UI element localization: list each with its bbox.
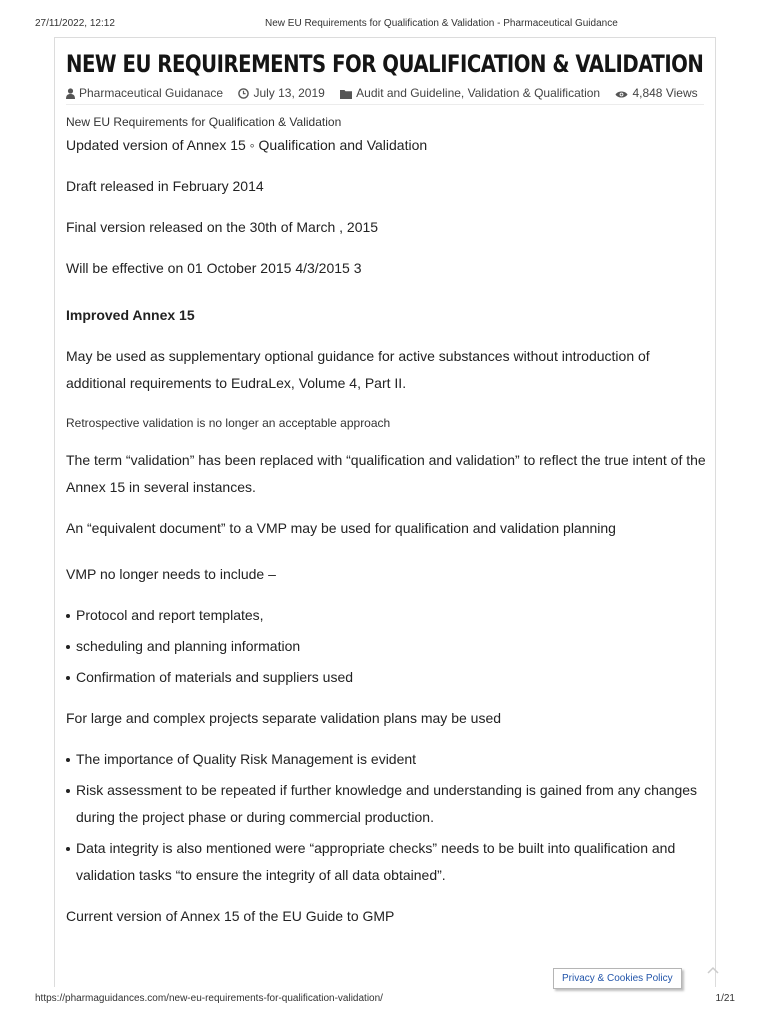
article-content	[66, 48, 706, 930]
paragraph: The term “validation” has been replaced with “qualification and validation” to reflect the true intent of the Annex 15 in several instances.	[66, 452, 706, 495]
article-meta	[66, 82, 704, 105]
chevron-up-icon	[706, 965, 720, 975]
vmp-list	[66, 602, 706, 691]
print-doc-title: New EU Requirements for Qualification & Validation - Pharmaceutical Guidance	[265, 18, 618, 29]
print-page-number: 1/21	[715, 993, 735, 1004]
paragraph: Draft released in February 2014	[66, 178, 264, 194]
list-item: Protocol and report templates,	[76, 602, 706, 629]
print-datetime: 27/11/2022, 12:12	[35, 18, 115, 29]
list-item: scheduling and planning information	[76, 633, 706, 660]
meta-categories-label: Audit and Guideline, Validation & Qualification	[356, 86, 601, 100]
meta-date	[238, 82, 324, 104]
risk-list	[66, 746, 706, 889]
meta-author[interactable]	[66, 82, 223, 104]
paragraph: An “equivalent document” to a VMP may be used for qualification and validation planning	[66, 520, 616, 536]
article-subtitle: New EU Requirements for Qualification & Validation	[66, 115, 342, 129]
list-item: The importance of Quality Risk Management is evident	[76, 746, 706, 773]
meta-date-label: July 13, 2019	[253, 86, 325, 100]
scroll-top-button[interactable]	[706, 962, 720, 980]
paragraph: Updated version of Annex 15 ◦ Qualification and Validation	[66, 137, 428, 153]
folder-icon	[340, 89, 352, 99]
print-url: https://pharmaguidances.com/new-eu-requirements-for-qualification-validation/	[35, 993, 383, 1004]
eye-icon	[615, 90, 628, 99]
meta-views	[615, 82, 697, 104]
paragraph: Will be effective on 01 October 2015 4/3/2015 3	[66, 260, 362, 276]
clock-icon	[238, 88, 249, 99]
paragraph: Retrospective validation is no longer an acceptable approach	[66, 416, 391, 430]
paragraph: Current version of Annex 15 of the EU Guide to GMP	[66, 908, 395, 924]
list-item: Confirmation of materials and suppliers used	[76, 664, 706, 691]
list-item: Risk assessment to be repeated if further knowledge and understanding is gained from any changes during the project phase or during commercial production.	[76, 777, 706, 831]
paragraph: For large and complex projects separate validation plans may be used	[66, 710, 502, 726]
user-icon	[66, 88, 75, 99]
section-heading: Improved Annex 15	[66, 307, 195, 323]
paragraph: Final version released on the 30th of March , 2015	[66, 219, 379, 235]
meta-categories[interactable]	[340, 82, 600, 104]
privacy-cookies-button[interactable]: Privacy & Cookies Policy	[553, 968, 682, 989]
meta-views-label: 4,848 Views	[632, 86, 698, 100]
meta-author-label: Pharmaceutical Guidanace	[79, 86, 224, 100]
list-item: Data integrity is also mentioned were “appropriate checks” needs to be built into qualification and validation tasks “to ensure the integrity of all data obtained”.	[76, 835, 706, 889]
paragraph: VMP no longer needs to include –	[66, 566, 276, 582]
paragraph: May be used as supplementary optional guidance for active substances without introduction of additional requirements to EudraLex, Volume 4, Part II.	[66, 348, 650, 391]
article-title: NEW EU REQUIREMENTS FOR QUALIFICATION & VALIDATION	[66, 50, 704, 78]
